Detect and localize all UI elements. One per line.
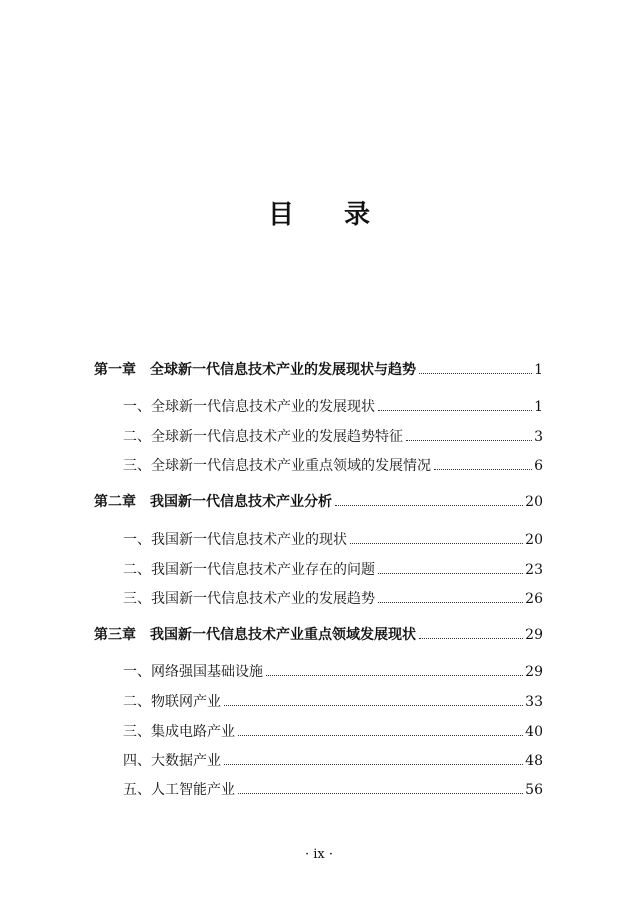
- page-number: 6: [534, 458, 543, 474]
- dot-leader: [406, 440, 532, 441]
- chapter-number: 第二章: [94, 494, 136, 510]
- section-title: 一、网络强国基础设施: [123, 664, 263, 680]
- dot-leader: [266, 675, 523, 676]
- dot-leader: [224, 705, 523, 706]
- toc-section-3-1[interactable]: [123, 662, 543, 682]
- toc-chapter-3[interactable]: [94, 625, 543, 645]
- section-title: 三、集成电路产业: [123, 724, 235, 740]
- dot-leader: [238, 735, 523, 736]
- dot-leader: [350, 543, 523, 544]
- toc-chapter-1[interactable]: [94, 360, 543, 380]
- page-number: 48: [525, 753, 543, 769]
- page-number: 56: [525, 782, 543, 798]
- section-title: 一、全球新一代信息技术产业的发展现状: [123, 399, 375, 415]
- chapter-title: 我国新一代信息技术产业重点领域发展现状: [150, 627, 416, 643]
- dot-leader: [434, 469, 532, 470]
- page-number: 26: [525, 591, 543, 607]
- section-title: 五、人工智能产业: [123, 782, 235, 798]
- section-title: 一、我国新一代信息技术产业的现状: [123, 532, 347, 548]
- toc-chapter-2[interactable]: [94, 492, 543, 512]
- page-title-char-2: 录: [344, 200, 371, 230]
- toc-section-1-3[interactable]: [123, 456, 543, 476]
- toc-section-2-2[interactable]: [123, 560, 543, 580]
- page-number: 23: [525, 562, 543, 578]
- dot-leader: [238, 793, 523, 794]
- dot-leader: [335, 505, 523, 506]
- page-number: 1: [534, 399, 543, 415]
- section-title: 四、大数据产业: [123, 753, 221, 769]
- page-title-char-1: 目: [267, 200, 294, 230]
- section-title: 三、我国新一代信息技术产业的发展趋势: [123, 591, 375, 607]
- toc-section-2-3[interactable]: [123, 589, 543, 609]
- page-title: [0, 198, 638, 232]
- page-number: 29: [525, 627, 543, 643]
- dot-leader: [224, 764, 523, 765]
- toc-section-1-1[interactable]: [123, 397, 543, 417]
- chapter-title: 全球新一代信息技术产业的发展现状与趋势: [150, 362, 416, 378]
- toc-section-3-2[interactable]: [123, 692, 543, 712]
- toc-section-3-3[interactable]: [123, 722, 543, 742]
- page-number: 29: [525, 664, 543, 680]
- dot-leader: [378, 602, 523, 603]
- page-number: 1: [534, 362, 543, 378]
- page-number: 3: [534, 429, 543, 445]
- chapter-number: 第三章: [94, 627, 136, 643]
- page-number: 33: [525, 694, 543, 710]
- toc-section-2-1[interactable]: [123, 530, 543, 550]
- page-number: 20: [525, 532, 543, 548]
- dot-leader: [419, 373, 532, 374]
- section-title: 二、全球新一代信息技术产业的发展趋势特征: [123, 429, 403, 445]
- page-number: 40: [525, 724, 543, 740]
- dot-leader: [378, 573, 523, 574]
- toc-section-3-5[interactable]: [123, 780, 543, 800]
- chapter-number: 第一章: [94, 362, 136, 378]
- dot-leader: [419, 638, 523, 639]
- chapter-title: 我国新一代信息技术产业分析: [150, 494, 332, 510]
- section-title: 二、物联网产业: [123, 694, 221, 710]
- dot-leader: [378, 410, 532, 411]
- toc-section-1-2[interactable]: [123, 427, 543, 447]
- footer-page-number: · ix ·: [304, 847, 334, 862]
- section-title: 二、我国新一代信息技术产业存在的问题: [123, 562, 375, 578]
- toc-section-3-4[interactable]: [123, 751, 543, 771]
- section-title: 三、全球新一代信息技术产业重点领域的发展情况: [123, 458, 431, 474]
- page-number: 20: [525, 494, 543, 510]
